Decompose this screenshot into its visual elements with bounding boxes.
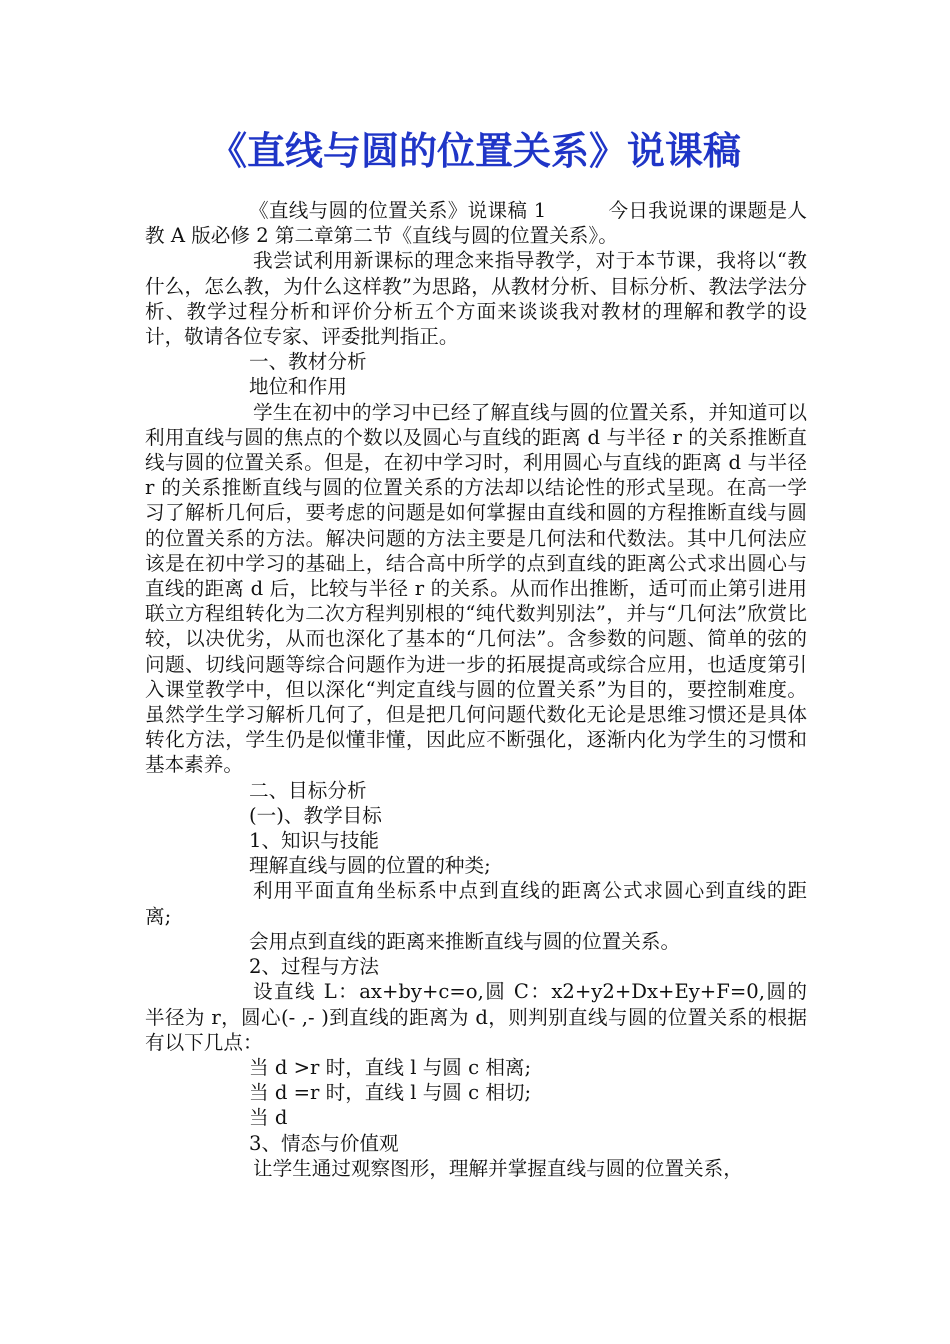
list-item-goal-2: 利用平面直角坐标系中点到直线的距离公式求圆心到直线的距离; (145, 879, 807, 928)
subheading-knowledge-skills: 1、知识与技能 (249, 829, 380, 853)
list-item-condition-partial: 当 d (249, 1106, 288, 1130)
paragraph-status-role: 学生在初中的学习中已经了解直线与圆的位置关系，并知道可以利用直线与圆的焦点的个数以及圆心与直线的距离 d 与半径 r 的关系推断直线与圆的位置关系。但是，在初中学习时，利用圆心与直线的距离 d 与半径 r 的关系推断直线与圆的位置关系的方法却以结论性的形式呈现。在高一学习了解析几何后，要考虑的问题是如何掌握由直线和圆的方程推断直线与圆的位置关系的方法。解决问题的方法主要是几何法和代数法。其中几何法应该是在初中学习的基础上，结合高中所学的点到直线的距离公式求出圆心与直线的距离 d 后，比较与半径 r 的关系。从而作出推断，适可而止第引进用联立方程组转化为二次方程判别根的“纯代数判别法”，并与“几何法”欣赏比较，以决优劣，从而也深化了基本的“几何法”。含参数的问题、简单的弦的问题、切线问题等综合问题作为进一步的拓展提高或综合应用，也适度第引入课堂教学中，但以深化“判定直线与圆的位置关系”为目的，要控制难度。虽然学生学习解析几何了，但是把几何问题代数化无论是思维习惯还是具体转化方法，学生仍是似懂非懂，因此应不断强化，逐渐内化为学生的习惯和基本素养。 (145, 400, 807, 777)
subheading-status-role: 地位和作用 (249, 375, 347, 399)
subheading-process-method: 2、过程与方法 (249, 955, 380, 979)
list-item-goal-3: 会用点到直线的距离来推断直线与圆的位置关系。 (249, 929, 681, 953)
list-item-condition-separate: 当 d >r 时，直线 l 与圆 c 相离; (249, 1055, 532, 1079)
list-item-goal-1: 理解直线与圆的位置的种类; (249, 854, 491, 878)
paragraph-intro (145, 198, 807, 248)
paragraph-approach: 我尝试利用新课标的理念来指导教学，对于本节课，我将以“教什么，怎么教，为什么这样教”为思路，从教材分析、目标分析、教法学法分析、教学过程分析和评价分析五个方面来谈谈我对教材的理解和教学的设计，敬请各位专家、评委批判指正。 (145, 249, 807, 349)
section-heading-textbook-analysis: 一、教材分析 (249, 350, 367, 374)
document-body (145, 198, 807, 1181)
paragraph-process-method: 设直线 L：ax+by+c=o,圆 C：x2+y2+Dx+Ey+F=0,圆的半径为 r，圆心(- ,- )到直线的距离为 d，则判别直线与圆的位置关系的根据有以下几点： (145, 980, 807, 1054)
list-item-condition-tangent: 当 d =r 时，直线 l 与圆 c 相切; (249, 1081, 532, 1105)
paragraph-intro-text: 今日我说课的课题是人教 A 版必修 2 第二章第二节《直线与圆的位置关系》。 (145, 199, 808, 248)
document-title: 《直线与圆的位置关系》说课稿 (208, 129, 741, 173)
section-heading-goal-analysis: 二、目标分析 (249, 778, 367, 802)
paragraph-intro-heading: 《直线与圆的位置关系》说课稿 1 (249, 199, 547, 222)
subheading-teaching-goals: (一)、教学目标 (249, 803, 382, 827)
paragraph-attitude-values: 让学生通过观察图形，理解并掌握直线与圆的位置关系， (253, 1156, 743, 1180)
subheading-attitude-values: 3、情态与价值观 (249, 1131, 399, 1155)
